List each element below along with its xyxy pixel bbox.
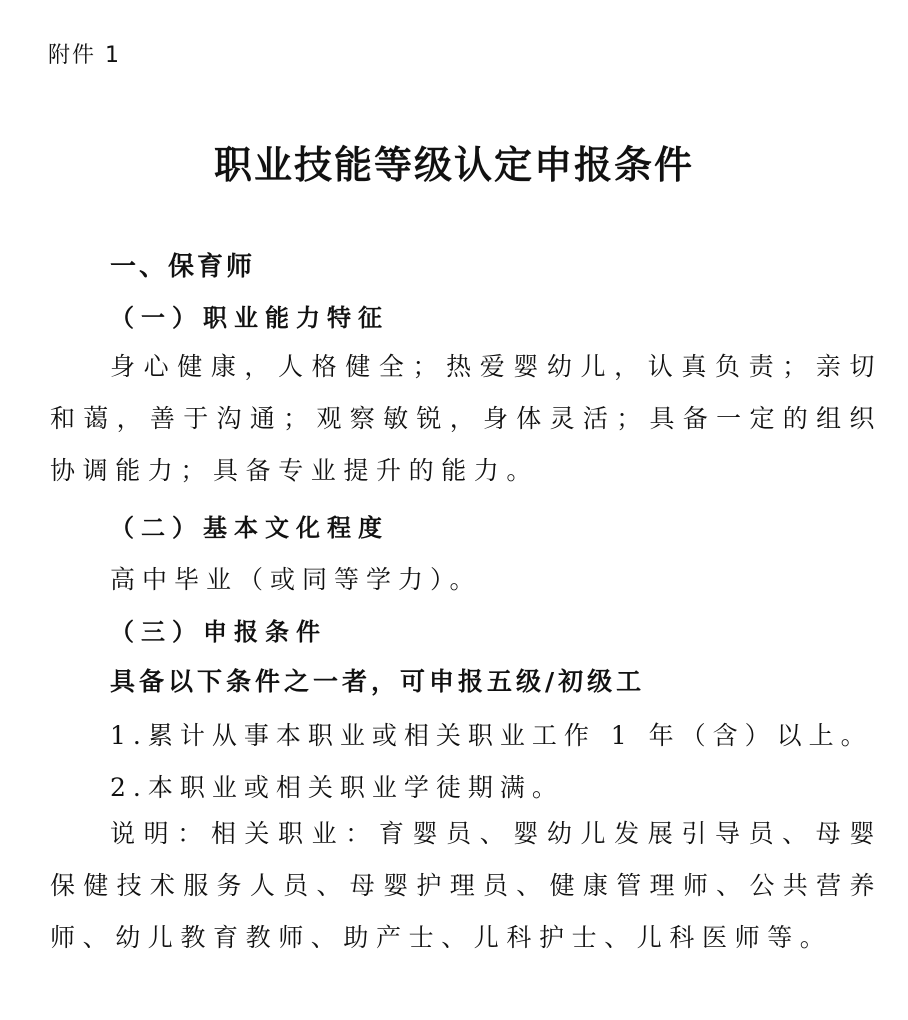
section-heading-childcare-worker: 一、保育师 [110,252,256,282]
attachment-label: 附件 1 [48,43,121,68]
related-occupations-note: 说明：相关职业：育婴员、婴幼儿发展引导员、母婴保健技术服务人员、母婴护理员、健康管理师、公共营养师、幼儿教育教师、助产士、儿科护士、儿科医师等。 [50,819,882,952]
subsection-heading-conditions: （三）申报条件 [110,618,327,646]
document-title: 职业技能等级认定申报条件 [213,143,694,187]
ability-paragraph: 身心健康，人格健全；热爱婴幼儿，认真负责；亲切和蔼，善于沟通；观察敏锐，身体灵活；具备一定的组织协调能力；具备专业提升的能力。 [50,352,882,485]
subsection-heading-education: （二）基本文化程度 [110,514,389,542]
subsection-heading-ability: （一）职业能力特征 [110,304,389,332]
condition-item: 1.累计从事本职业或相关职业工作 1 年（含）以上。 [110,721,873,750]
condition-item: 2.本职业或相关职业学徒期满。 [110,773,564,802]
education-text: 高中毕业（或同等学力）。 [110,565,482,594]
condition-intro: 具备以下条件之一者，可申报五级/初级工 [110,667,646,696]
